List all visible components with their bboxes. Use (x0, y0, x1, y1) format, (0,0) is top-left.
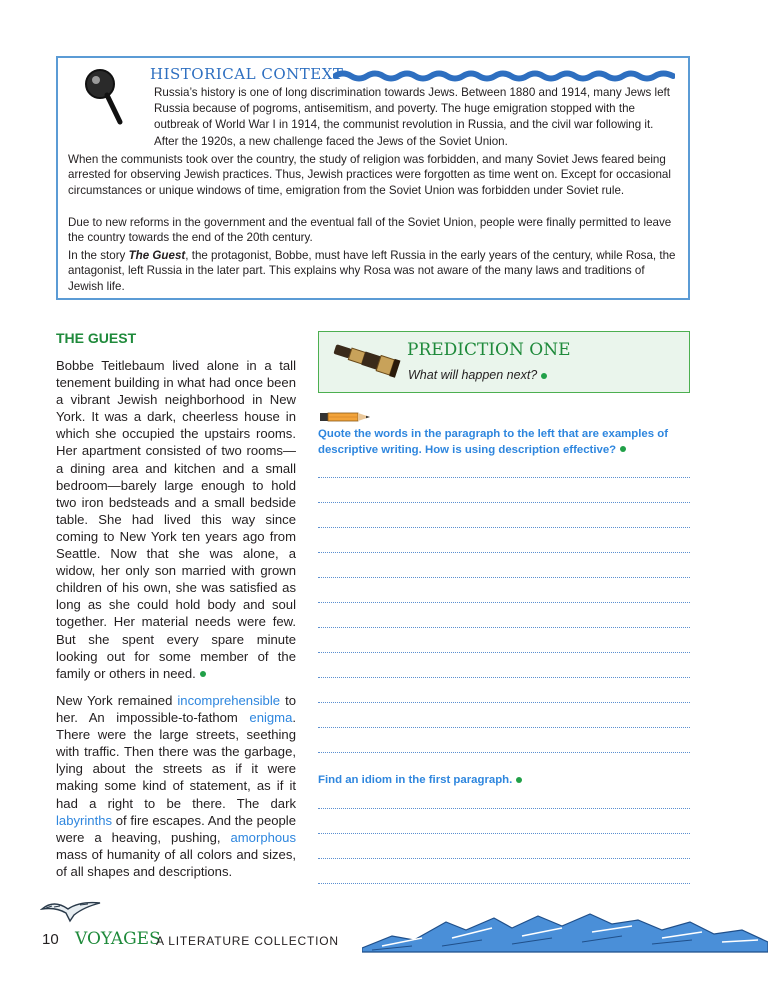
answer-line[interactable] (318, 577, 690, 578)
historical-context-paragraph (68, 248, 682, 294)
story-paragraph (56, 692, 296, 880)
question-idiom (318, 773, 698, 789)
page-number: 10 (42, 931, 59, 948)
answer-line[interactable] (318, 727, 690, 728)
text-run: . There were the large streets, seething with traffic. Then there was the garbage, lying about the streets as if it were making some kind of statement, as if it had a right to be there. The dark (56, 710, 296, 811)
decorative-squiggle (333, 70, 675, 82)
bullet-dot-icon (541, 373, 547, 379)
vocab-word[interactable]: labyrinths (56, 812, 113, 828)
brand-subtitle: A LITERATURE COLLECTION (156, 934, 339, 948)
telescope-icon (327, 340, 405, 380)
bullet-dot-icon (200, 671, 206, 677)
question-descriptive-writing (318, 427, 698, 458)
seagull-icon (40, 897, 102, 923)
historical-context-paragraph: When the communists took over the country, the study of religion was forbidden, and many Soviet Jews feared being arrested for observing Jewish practices. Thus, Jewish practices were forgotten as time went on. Except for occasional circumstances or unique windows of time, emigration from the Soviet Union was forbidden under Soviet rule. (68, 153, 671, 197)
text-run: New York remained (56, 693, 178, 708)
answer-line[interactable] (318, 677, 690, 678)
historical-context-intro: Russia’s history is one of long discrimination towards Jews. Between 1880 and 1914, many Jews left Russia because of pogroms, antisemitism, and poverty. The huge emigration stopped with the outbreak of World War I in 1914, the communist revolution in Russia, and the civil war following it. After the 1920s, a new challenge faced the Jews of the Soviet Union. (154, 86, 670, 148)
answer-line[interactable] (318, 527, 690, 528)
story-title-reference: The Guest (128, 249, 186, 262)
answer-line[interactable] (318, 552, 690, 553)
answer-line[interactable] (318, 858, 690, 859)
pencil-icon (318, 410, 374, 424)
text-run: In the story (68, 249, 129, 262)
mountains-icon (362, 908, 768, 956)
answer-line[interactable] (318, 477, 690, 478)
answer-line[interactable] (318, 502, 690, 503)
text-run: Bobbe Teitlebaum lived alone in a tall tenement building in what had once been a vibrant Jewish neighborhood in New York. It was a dark, cheerless house in which she occupied the upstairs rooms. Her apartment consisted of two rooms—a dining area and kitchen and a small bedroom—barely large enough to hold two iron bedsteads and a small bedside table. She had lived this way since coming to New York ten years ago from Seattle. Now that she was alone, a widow, her only son married with grown children of his own, she was satisfied as long as she could hold body and soul together. Her material needs were few. But she spent every spare minute looking out for some member of the family or others in need. (56, 358, 296, 681)
historical-context-box (56, 56, 690, 300)
answer-line[interactable] (318, 602, 690, 603)
vocab-word[interactable]: amorphous (230, 829, 296, 845)
answer-line[interactable] (318, 702, 690, 703)
answer-line[interactable] (318, 808, 690, 809)
text-run: Quote the words in the paragraph to the left that are examples of descriptive writing. How is using description effective? (318, 428, 669, 456)
bullet-dot-icon (620, 446, 626, 452)
story-title: THE GUEST (56, 330, 137, 346)
historical-context-paragraph: Due to new reforms in the government and the eventual fall of the Soviet Union, people were finally permitted to leave the country towards the end of the 20th century. (68, 216, 672, 245)
brand-logo: VOYAGES (75, 929, 161, 949)
text-run: , the protagonist, Bobbe, must have left Russia in the early years of the century, while Rosa, the antagonist, left Russia in the later part. This explains why Rosa was not aware of the many laws and traditions of Jewish life. (68, 249, 676, 293)
magnifying-glass-icon (76, 66, 132, 126)
text-run: mass of humanity of all colors and sizes, of all shapes and descriptions. (56, 846, 296, 879)
text-run: of fire escapes. And the people were a heaving, pushing, (56, 812, 296, 845)
text-run: What will happen next? (408, 368, 538, 382)
text-run: to her. An impossible-to-fathom (56, 693, 296, 726)
answer-line[interactable] (318, 627, 690, 628)
prediction-title: PREDICTION ONE (407, 340, 571, 360)
historical-context-title: HISTORICAL CONTEXT (150, 65, 344, 83)
vocab-word[interactable]: incomprehensible (177, 693, 281, 708)
prediction-question (408, 368, 547, 382)
prediction-box (318, 331, 690, 393)
text-run: Find an idiom in the first paragraph. (318, 774, 513, 786)
answer-line[interactable] (318, 652, 690, 653)
story-paragraph (56, 357, 296, 682)
answer-line[interactable] (318, 883, 690, 884)
answer-line[interactable] (318, 833, 690, 834)
vocab-word[interactable]: enigma (249, 710, 293, 726)
answer-line[interactable] (318, 752, 690, 753)
bullet-dot-icon (516, 777, 522, 783)
